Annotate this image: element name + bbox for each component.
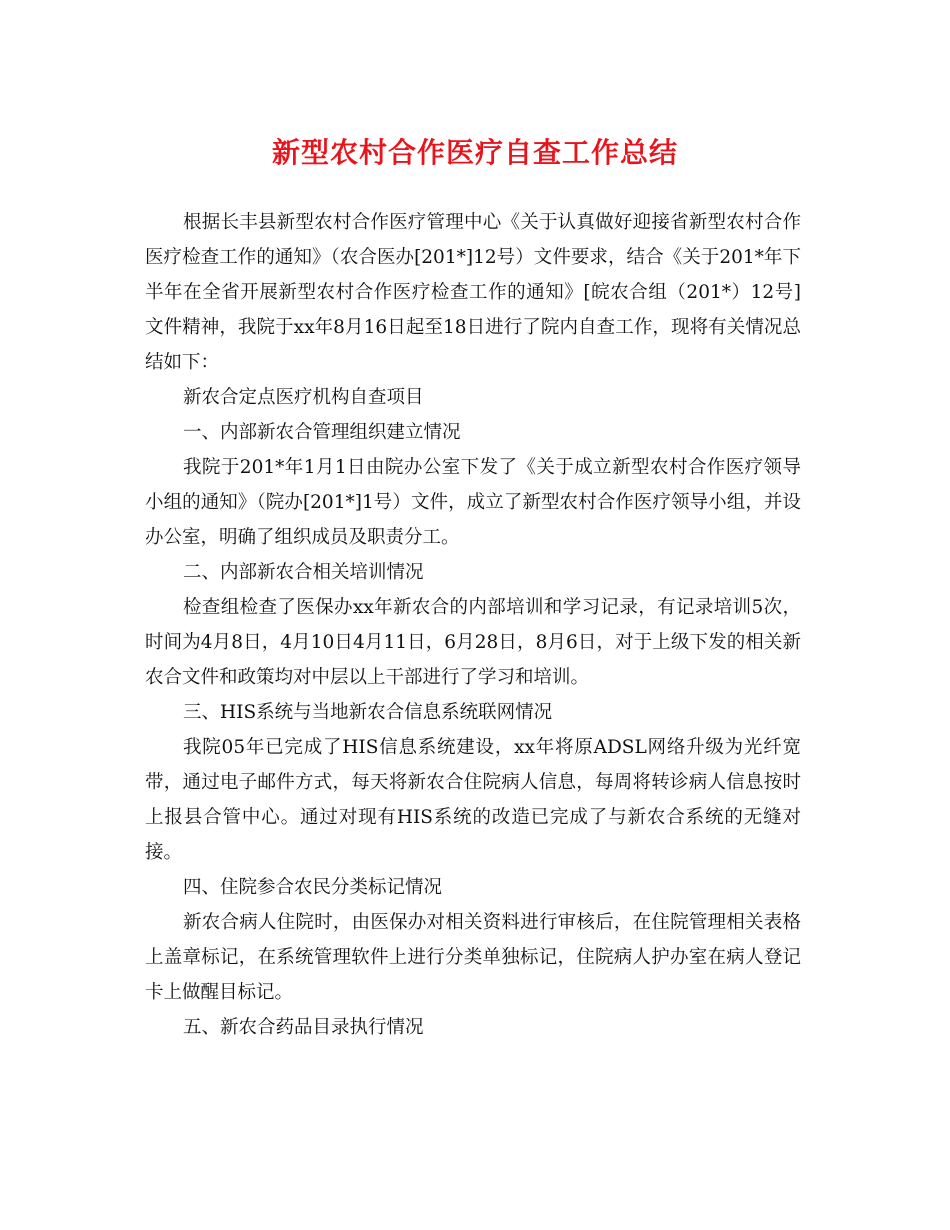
- section-heading-2: 二、内部新农合相关培训情况: [183, 562, 424, 583]
- section-heading-5: 五、新农合药品目录执行情况: [183, 1017, 424, 1038]
- section-heading-1: 一、内部新农合管理组织建立情况: [183, 422, 461, 443]
- document-title: 新型农村合作医疗自查工作总结: [271, 136, 678, 169]
- paragraph-section-1: 我院于201*年1月1日由院办公室下发了《关于成立新型农村合作医疗领导小组的通知》（院办[201*]1号）文件，成立了新型农村合作医疗领导小组，并设办公室，明确了组织成员及职责分工。: [145, 457, 801, 548]
- document-body: [145, 205, 801, 1045]
- section-heading-self-check-items: 新农合定点医疗机构自查项目: [183, 387, 424, 408]
- section-heading-4: 四、住院参合农民分类标记情况: [183, 877, 443, 898]
- paragraph-section-2: 检查组检查了医保办xx年新农合的内部培训和学习记录，有记录培训5次，时间为4月8日，4月10日4月11日，6月28日，8月6日，对于上级下发的相关新农合文件和政策均对中层以上干部进行了学习和培训。: [145, 597, 801, 688]
- section-heading-3: 三、HIS系统与当地新农合信息系统联网情况: [183, 702, 553, 723]
- paragraph-intro: 根据长丰县新型农村合作医疗管理中心《关于认真做好迎接省新型农村合作医疗检查工作的通知》（农合医办[201*]12号）文件要求，结合《关于201*年下半年在全省开展新型农村合作医疗检查工作的通知》[皖农合组（201*）12号]文件精神，我院于xx年8月16日起至18日进行了院内自查工作，现将有关情况总结如下：: [145, 212, 801, 373]
- paragraph-section-4: 新农合病人住院时，由医保办对相关资料进行审核后，在住院管理相关表格上盖章标记，在系统管理软件上进行分类单独标记，住院病人护办室在病人登记卡上做醒目标记。: [145, 912, 801, 1003]
- paragraph-section-3: 我院05年已完成了HIS信息系统建设，xx年将原ADSL网络升级为光纤宽带，通过电子邮件方式，每天将新农合住院病人信息，每周将转诊病人信息按时上报县合管中心。通过对现有HIS系统的改造已完成了与新农合系统的无缝对接。: [145, 737, 801, 863]
